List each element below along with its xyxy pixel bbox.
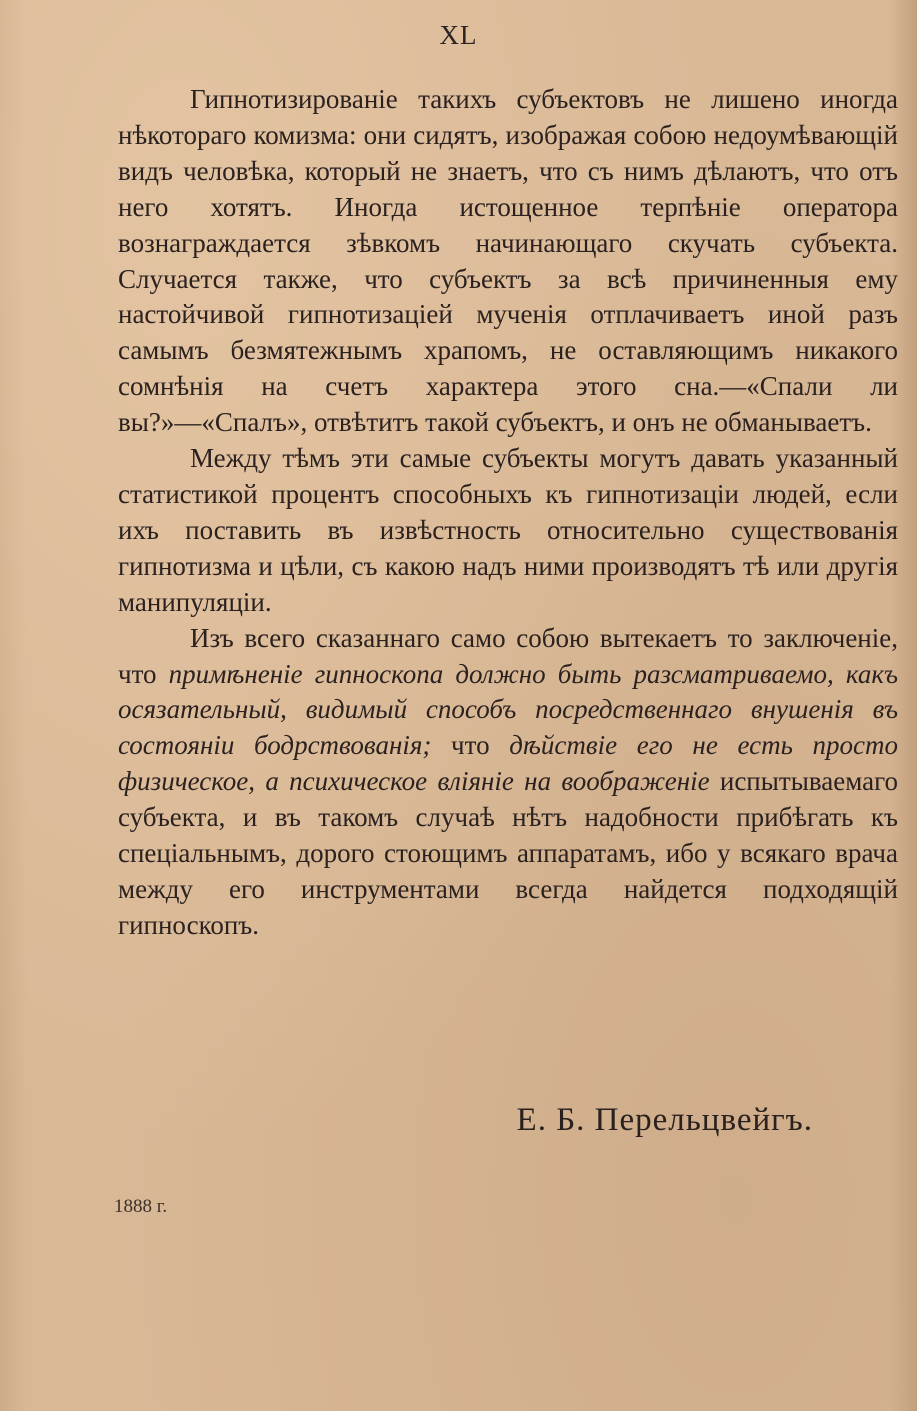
- paragraph-3-emphasis-a: примѣненіе гипноскопа должно быть разсматриваемо, какъ осязательный, видимый способъ посредственнаго внушенія въ состояніи бодрствованія;: [118, 658, 898, 761]
- paragraph-3-text-a: Изъ всего сказаннаго само собою вытекаетъ то заключеніе, что: [118, 622, 898, 689]
- paragraph-3-emphasis-b: дѣйствіе его не есть просто физическое, а психическое вліяніе на воображеніе: [118, 730, 898, 797]
- paragraph-2: [118, 441, 898, 621]
- paragraph-3: [118, 621, 898, 944]
- page-number: XL: [439, 20, 478, 50]
- body-text: [118, 82, 898, 944]
- paragraph-1-text: Гипнотизированіе такихъ субъектовъ не лишено иногда нѣкотораго комизма: они сидятъ, изображая собою недоумѣвающій видъ человѣка, который не знаетъ, что съ нимъ дѣлаютъ, что отъ него хотятъ. Иногда истощенное терпѣніе оператора вознаграждается зѣвкомъ начинающаго скучать субъекта. Случается также, что субъектъ за всѣ причиненныя ему настойчивой гипнотизаціей мученія отплачиваетъ иной разъ самымъ безмятежнымъ храпомъ, не оставляющимъ никакого сомнѣнія на счетъ характера этого сна.—«Спали ли вы?»—«Спалъ», отвѣтитъ такой субъектъ, и онъ не обманываетъ.: [118, 84, 898, 438]
- paragraph-1: [118, 82, 898, 441]
- paragraph-2-text: Между тѣмъ эти самые субъекты могутъ давать указанный статистикой процентъ способныхъ къ гипнотизаціи людей, если ихъ поставить въ извѣстность относительно существованія гипнотизма и цѣли, съ какою надъ ними производятъ тѣ или другія манипуляціи.: [118, 443, 898, 617]
- publication-date: 1888 г.: [114, 1196, 168, 1217]
- paragraph-3-text-c: испытываемаго субъекта, и въ такомъ случаѣ нѣтъ надобности прибѣгать къ спеціальнымъ, дорого стоющимъ аппаратамъ, ибо у всякаго врача между его инструментами всегда найдется подходящій гипноскопъ.: [118, 766, 898, 940]
- author-signature: Е. Б. Перельцвейгъ.: [516, 1102, 813, 1138]
- paragraph-3-text-b: что: [431, 730, 510, 761]
